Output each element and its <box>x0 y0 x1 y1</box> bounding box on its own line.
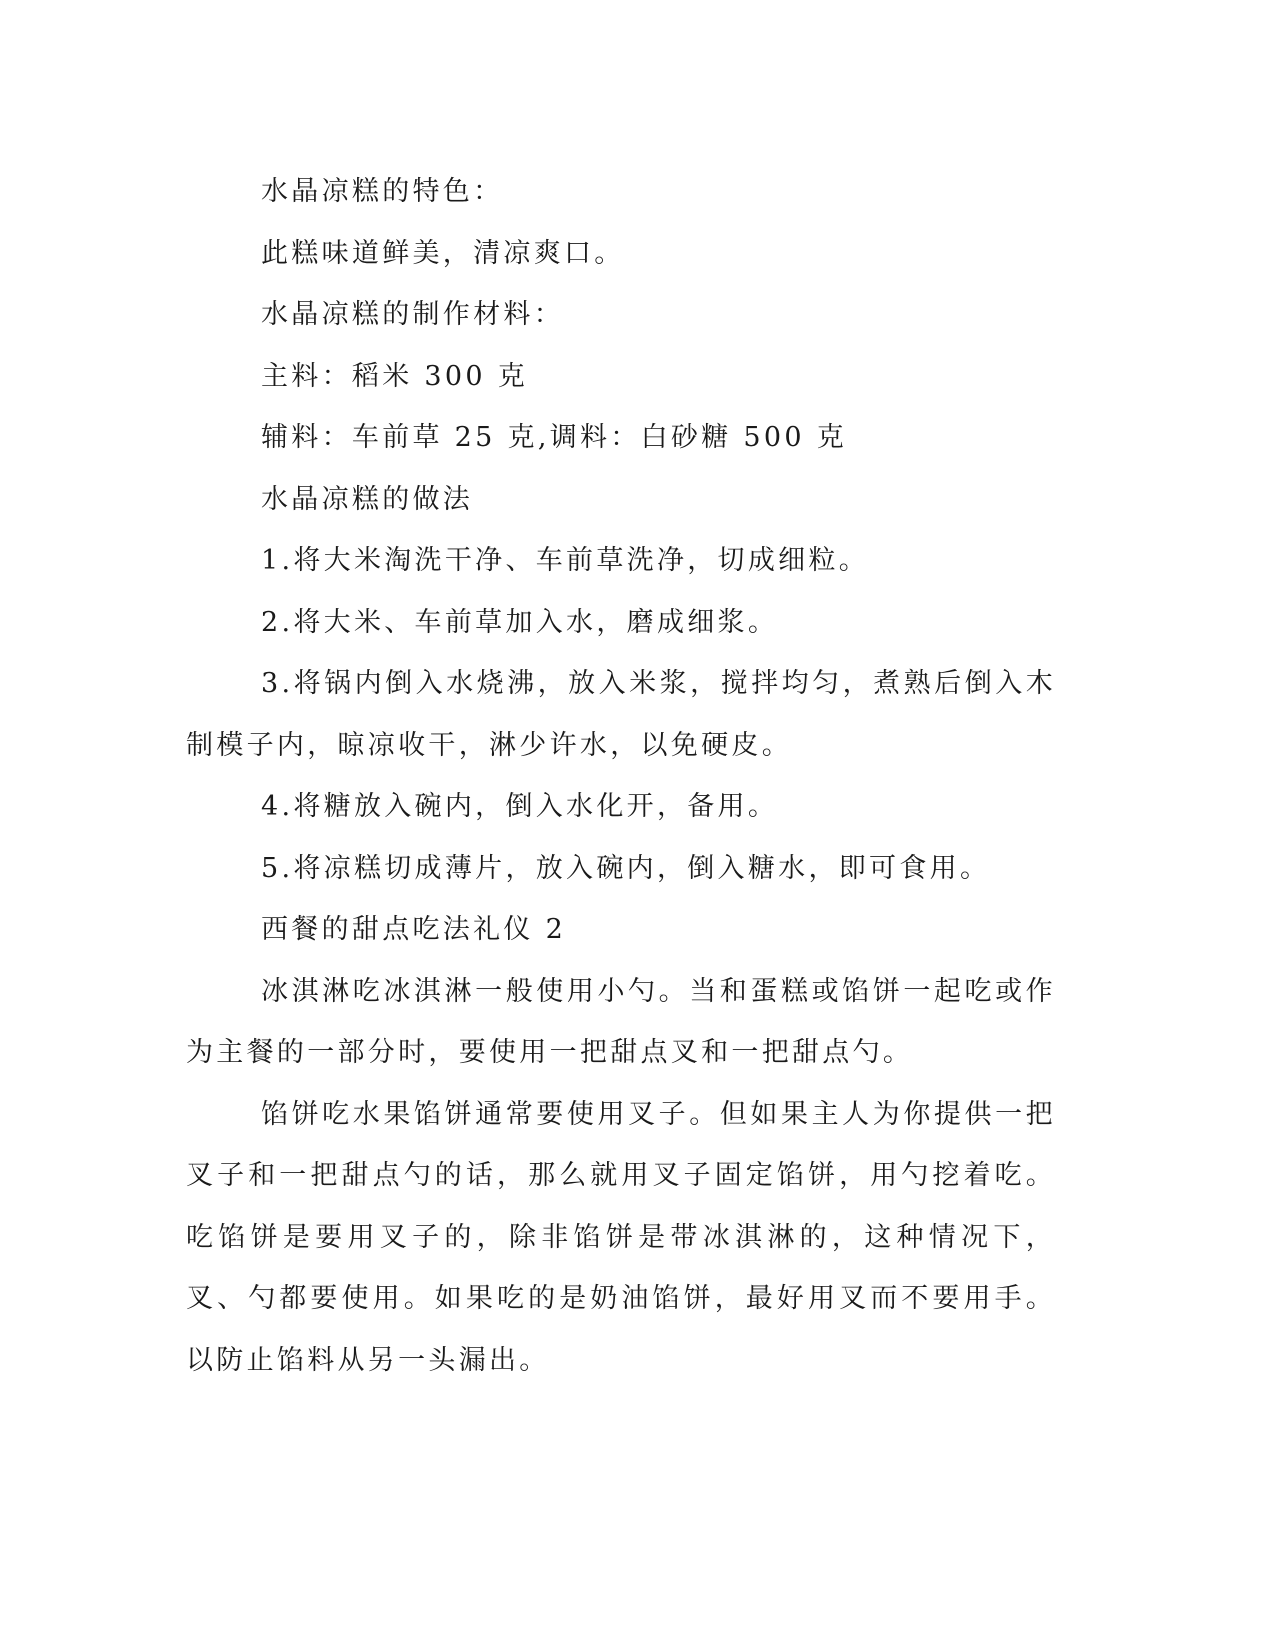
paragraph-main-ingredient: 主料：稻米 300 克 <box>261 360 528 392</box>
document-body <box>186 161 1056 1391</box>
paragraph-step-1: 1.将大米淘洗干净、车前草洗净，切成细粒。 <box>261 545 870 576</box>
paragraph-pie: 馅饼吃水果馅饼通常要使用叉子。但如果主人为你提供一把叉子和一把甜点勺的话，那么就用叉子固定馅饼，用勺挖着吃。吃馅饼是要用叉子的，除非馅饼是带冰淇淋的，这种情况下，叉、勺都要使用。如果吃的是奶油馅饼，最好用叉而不要用手。以防止馅料从另一头漏出。 <box>186 1098 1056 1376</box>
paragraph-auxiliary-ingredients: 辅料：车前草 25 克,调料：白砂糖 500 克 <box>261 422 848 453</box>
paragraph-feature-text: 此糕味道鲜美，清凉爽口。 <box>261 237 625 269</box>
paragraph-step-5: 5.将凉糕切成薄片，放入碗内，倒入糖水，即可食用。 <box>261 852 991 884</box>
paragraph-feature-heading: 水晶凉糕的特色： <box>261 176 504 207</box>
paragraph-step-4: 4.将糖放入碗内，倒入水化开，备用。 <box>261 791 779 822</box>
paragraph-dessert-etiquette-heading: 西餐的甜点吃法礼仪 2 <box>261 914 567 945</box>
paragraph-method-heading: 水晶凉糕的做法 <box>261 483 474 515</box>
paragraph-step-3: 3.将锅内倒入水烧沸，放入米浆，搅拌均匀，煮熟后倒入木制模子内，晾凉收干，淋少许水，以免硬皮。 <box>186 668 1056 761</box>
paragraph-ice-cream: 冰淇淋吃冰淇淋一般使用小勺。当和蛋糕或馅饼一起吃或作为主餐的一部分时，要使用一把甜点叉和一把甜点勺。 <box>186 975 1056 1068</box>
paragraph-materials-heading: 水晶凉糕的制作材料： <box>261 299 564 330</box>
paragraph-step-2: 2.将大米、车前草加入水，磨成细浆。 <box>261 606 779 638</box>
